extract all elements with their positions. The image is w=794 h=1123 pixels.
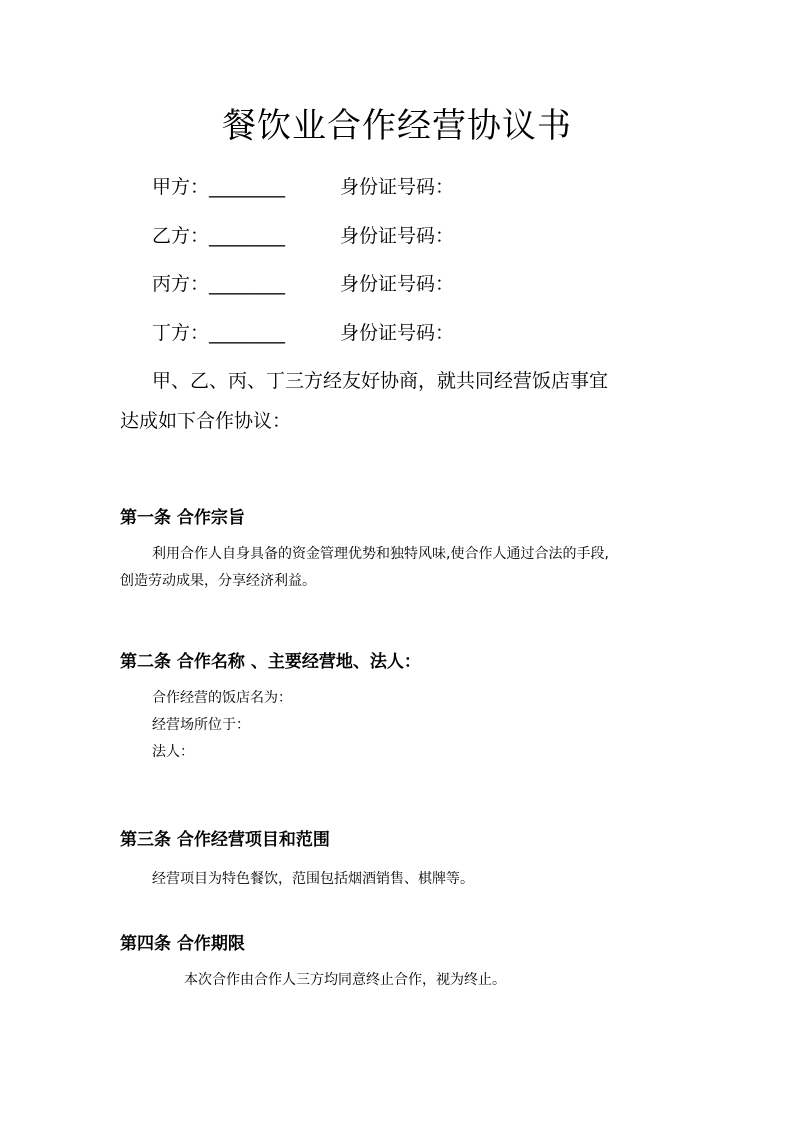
article-2-line-2: 经营场所位于： xyxy=(152,717,250,733)
article-4-heading: 第四条 合作期限 xyxy=(120,934,245,954)
intro-line-1: 甲、乙、丙、丁三方经友好协商，就共同经营饭店事宜 xyxy=(152,370,609,392)
article-3-heading: 第三条 合作经营项目和范围 xyxy=(120,830,330,850)
article-1-body xyxy=(120,541,690,595)
party-c-label: 丙方：________ xyxy=(152,273,286,295)
party-row-b xyxy=(152,221,454,251)
article-4-body xyxy=(120,967,690,994)
party-a-label: 甲方：________ xyxy=(152,176,286,198)
article-3-line-1: 经营项目为特色餐饮，范围包括烟酒销售、棋牌等。 xyxy=(152,871,474,887)
intro-line-2: 达成如下合作协议： xyxy=(120,410,292,432)
party-d-label: 丁方：________ xyxy=(152,322,286,344)
party-row-c xyxy=(152,269,454,299)
article-2-line-3: 法人： xyxy=(152,744,194,760)
party-a-id-label: 身份证号码： xyxy=(340,176,455,198)
party-row-d xyxy=(152,318,454,348)
document-title: 餐饮业合作经营协议书 xyxy=(222,106,572,146)
intro-paragraph xyxy=(120,366,700,436)
article-1-line-1: 利用合作人自身具备的资金管理优势和独特风味,使合作人通过合法的手段, xyxy=(152,546,609,562)
party-c-id-label: 身份证号码： xyxy=(340,273,455,295)
article-3-body xyxy=(120,866,690,893)
article-4-line-1: 本次合作由合作人三方均同意终止合作，视为终止。 xyxy=(184,972,506,988)
party-row-a xyxy=(152,172,454,202)
article-2-heading: 第二条 合作名称 、主要经营地、法人： xyxy=(120,652,421,672)
article-2-line-1: 合作经营的饭店名为： xyxy=(152,690,292,706)
article-1-heading: 第一条 合作宗旨 xyxy=(120,508,245,528)
party-b-id-label: 身份证号码： xyxy=(340,225,455,247)
party-b-label: 乙方：________ xyxy=(152,225,286,247)
party-d-id-label: 身份证号码： xyxy=(340,322,455,344)
article-1-line-2: 创造劳动成果，分享经济利益。 xyxy=(120,573,316,589)
article-2-body xyxy=(120,685,690,766)
